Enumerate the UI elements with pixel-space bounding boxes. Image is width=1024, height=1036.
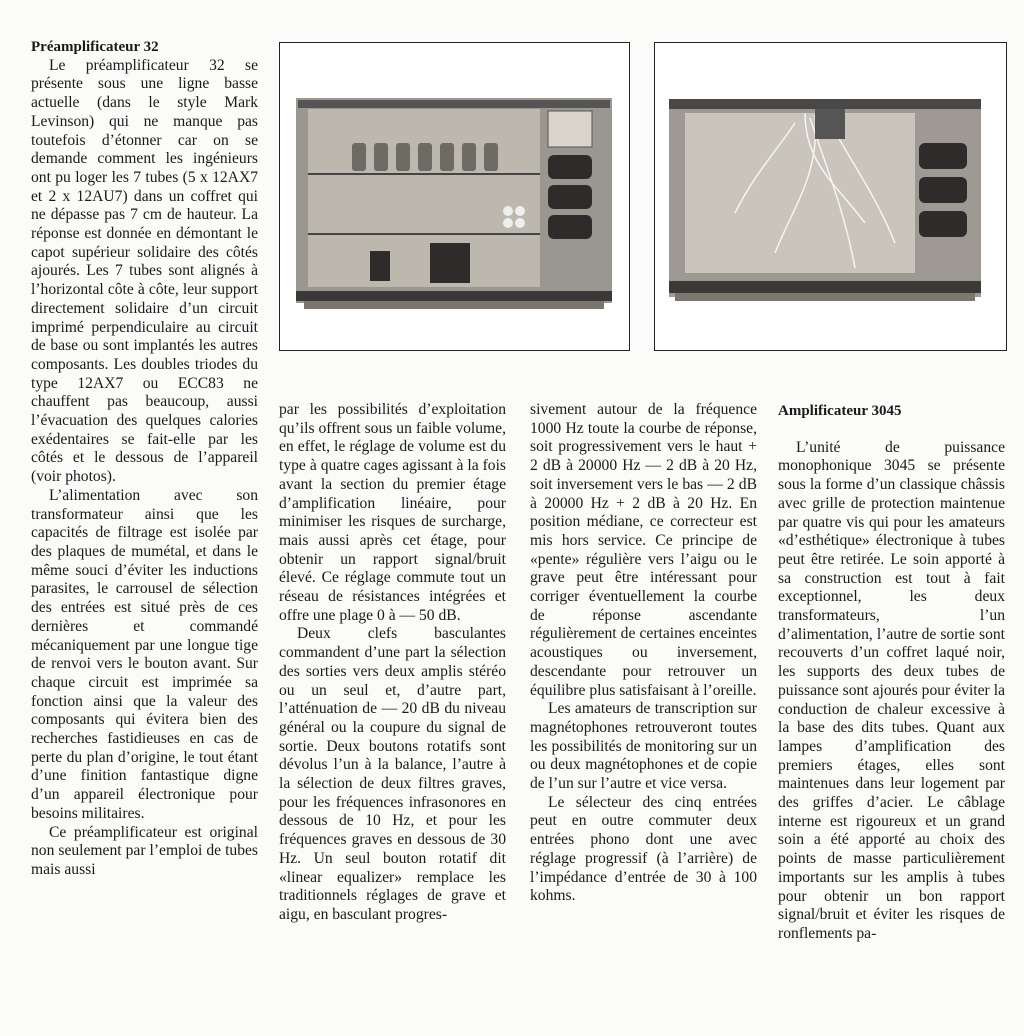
column-2 bbox=[279, 401, 506, 925]
section-heading-preamp: Préamplificateur 32 bbox=[31, 39, 159, 55]
paragraph: Les amateurs de transcription sur magnétophones retrouveront toutes les possibilités de monitoring sur un ou deux magnétophones et de copie de l’un sur l’autre et vice versa. bbox=[530, 700, 757, 793]
column-3 bbox=[530, 401, 757, 906]
paragraph: Le sélecteur des cinq entrées peut en outre commuter deux entrées phono dont une avec réglage progressif (à l’arrière) de l’impédance d’entrée de 30 à 100 kohms. bbox=[530, 793, 757, 905]
paragraph: sivement autour de la fréquence 1000 Hz toute la courbe de réponse, soit progressivement vers le haut + 2 dB à 20000 Hz — 2 dB à 20 Hz, soit inversement vers le bas — 2 dB à 20000 Hz + 2 dB à 20 Hz. En position médiane, ce correcteur est mis hors service. Ce principe de «pente» régulière vers l’aigu ou le grave peut être intéressant pour corriger éventuellement la courbe de réponse ascendante régulièrement de certaines enceintes acoustiques ou inversement, descendante pour retrouver un équilibre plus satisfaisant à l’oreille. bbox=[530, 401, 757, 699]
section-heading-amplifier: Amplificateur 3045 bbox=[778, 403, 902, 419]
column-1 bbox=[31, 38, 258, 880]
paragraph: Ce préamplificateur est original non seulement par l’emploi de tubes mais aussi bbox=[31, 823, 258, 878]
amplifier-interior-image bbox=[655, 43, 1006, 350]
paragraph: L’unité de puissance monophonique 3045 se présente sous la forme d’un classique châssis avec grille de protection maintenue par quatre vis qui pour les amateurs «d’esthétique» électronique à tubes peut être retirée. Le soin apporté à sa construction est tout à fait exceptionnel, les deux transformateurs, l’un d’alimentation, l’autre de sortie sont recouverts d’un coffret laqué noir, les supports des deux tubes de puissance sont ajourés pour éviter la conduction de chaleur excessive à la base des dits tubes. Quant aux lampes d’amplification des premiers étages, elles sont maintenues dans leur logement par des griffes d’acier. Le câblage interne est rigoureux et un grand soin a été apporté au choix des points de masse particulièrement importants sur les amplis à tubes pour obtenir un bon rapport signal/bruit et éviter les risques de ronflements pa- bbox=[778, 438, 1005, 942]
paragraph: Le préamplificateur 32 se présente sous une ligne basse actuelle (dans le style Mark Levinson) qui ne manque pas toutefois d’étonner car on se demande comment les ingénieurs ont pu loger les 7 tubes (5 x 12AX7 et 2 x 12AU7) dans un coffret qui ne dépasse pas 7 cm de hauteur. La réponse est donnée en démontant le capot supérieur solidaire des côtés ajourés. Les 7 tubes sont alignés à l’horizontal côte à côte, leur support directement solidaire d’un circuit imprimé perpendiculaire au circuit de base ou sont implantés les autres composants. Les doubles triodes du type 12AX7 ou ECC83 ne chauffent pas beaucoup, aussi l’évacuation des quelques calories exédentaires se fait-elle par les côtés et le dessous de l’appareil (voir photos). bbox=[31, 56, 258, 486]
preamp-interior-image bbox=[280, 43, 629, 350]
paragraph: L’alimentation avec son transformateur ainsi que les capacités de filtrage est isolée par des plaques de mumétal, et dans le même souci d’éviter les inductions parasites, le carrousel de sélection des entrées est situé près de ces dernières et commandé mécaniquement par une longue tige de renvoi vers le bouton avant. Sur chaque circuit est imprimée sa fonction ainsi que la valeur des composants qui évitera bien des recherches fastidieuses en cas de perte du plan d’origine, le tout étant d’une finition fantastique digne d’un appareil électronique pour besoins militaires. bbox=[31, 486, 258, 822]
amplifier-interior-photo bbox=[654, 42, 1007, 351]
paragraph: Deux clefs basculantes commandent d’une part la sélection des sorties vers deux amplis stéréo ou un seul et, d’autre part, l’atténuation de — 20 dB du niveau général ou la coupure du signal de sortie. Deux boutons rotatifs sont dévolus l’un à la balance, l’autre à la sélection de deux filtres graves, pour les fréquences infrasonores en dessous de 10 Hz, et pour les fréquences graves en dessous de 30 Hz. Un seul bouton rotatif dit «linear equalizer» remplace les traditionnels réglages de grave et aigu, en basculant progres- bbox=[279, 625, 506, 923]
preamp-interior-photo bbox=[279, 42, 630, 351]
paragraph: par les possibilités d’exploitation qu’ils offrent sous un faible volume, en effet, le réglage de volume est du type à quatre cages agissant à la fois avant la section du premier étage d’amplification linéaire, pour minimiser les risques de surcharge, mais aussi après cet étage, pour obtenir un rapport signal/bruit élevé. Ce réglage commute tout un réseau de résistances intégrées et offre une plage 0 à — 50 dB. bbox=[279, 401, 506, 624]
column-4 bbox=[778, 402, 1005, 944]
